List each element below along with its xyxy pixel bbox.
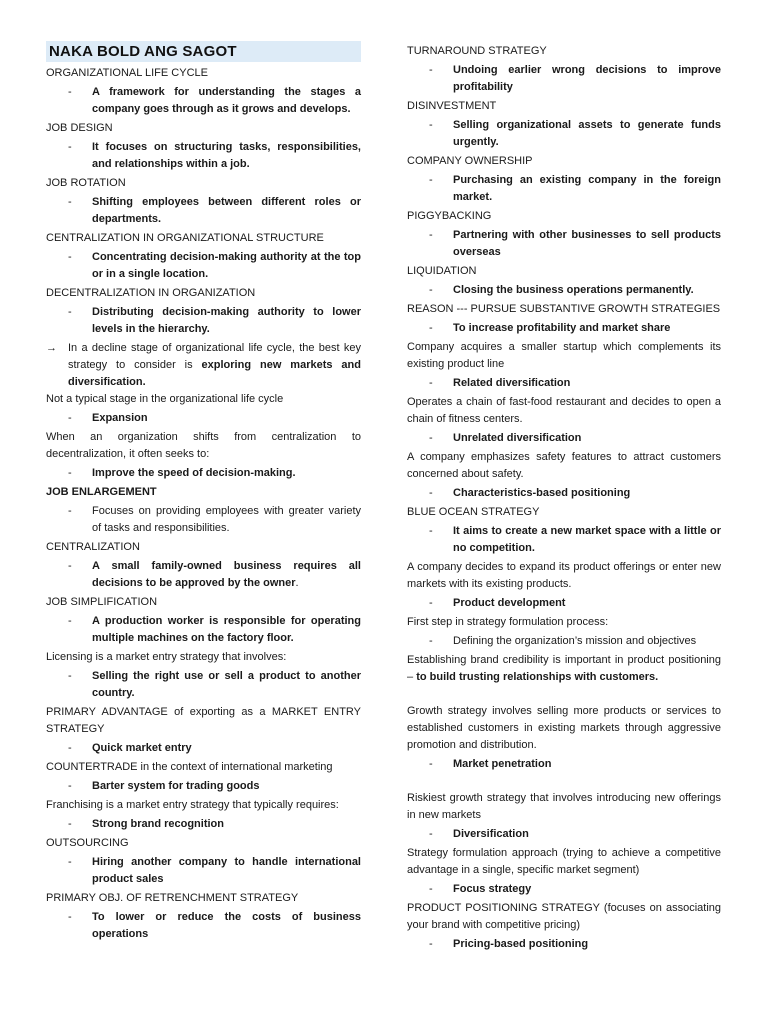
- answer-text: [92, 558, 361, 592]
- answer-text: Distributing decision-making authority to lower levels in the hierarchy.: [92, 306, 361, 335]
- answer-item: [407, 936, 721, 953]
- question: CENTRALIZATION IN ORGANIZATIONAL STRUCTURE: [46, 232, 324, 244]
- dash-bullet: -: [68, 196, 72, 208]
- answer-text: Focus strategy: [453, 883, 532, 895]
- answer-text: Shifting employees between different roles or departments.: [92, 196, 361, 225]
- answer-item: [407, 633, 721, 650]
- answer-text: Quick market entry: [92, 742, 192, 754]
- dash-bullet: -: [429, 432, 433, 444]
- dash-bullet: -: [68, 856, 72, 868]
- dash-bullet: -: [68, 306, 72, 318]
- answer-text: Purchasing an existing company in the foreign market.: [453, 174, 721, 203]
- answer-text: To lower or reduce the costs of business operations: [92, 911, 361, 940]
- answer-item: [407, 756, 721, 773]
- dash-bullet: -: [429, 377, 433, 389]
- dash-bullet: -: [429, 229, 433, 241]
- answer-item: [46, 503, 361, 537]
- question-text: Establishing brand credibility is important in product positioning –: [407, 654, 721, 683]
- question: REASON --- PURSUE SUBSTANTIVE GROWTH STRATEGIES: [407, 303, 721, 315]
- question: OUTSOURCING: [46, 837, 129, 849]
- dash-bullet: -: [429, 322, 433, 334]
- question: DECENTRALIZATION IN ORGANIZATION: [46, 287, 256, 299]
- dash-bullet: -: [429, 597, 433, 609]
- arrow-note-answer: exploring new markets and diversification.: [68, 359, 361, 388]
- arrow-note-text: [68, 340, 361, 391]
- question-with-answer: [407, 652, 721, 686]
- dash-bullet: -: [429, 635, 433, 647]
- answer-text: Improve the speed of decision-making.: [92, 467, 296, 479]
- answer-text: Diversification: [453, 828, 529, 840]
- answer-item: [46, 909, 361, 943]
- answer-item: [46, 816, 361, 833]
- answer-item: [407, 595, 721, 612]
- question: A company decides to expand its product offerings or enter new markets with its existing products.: [407, 561, 721, 590]
- arrow-note: [46, 340, 361, 391]
- answer-item: [407, 826, 721, 843]
- dash-bullet: -: [429, 174, 433, 186]
- answer-text: Partnering with other businesses to sell products overseas: [453, 229, 721, 258]
- answer-text: A production worker is responsible for operating multiple machines on the factory floor.: [92, 615, 361, 644]
- answer-item: [46, 139, 361, 173]
- question: PRIMARY ADVANTAGE of exporting as a MARKET ENTRY STRATEGY: [46, 706, 361, 735]
- dash-bullet: -: [429, 938, 433, 950]
- dash-bullet: -: [68, 780, 72, 792]
- answer-text: Closing the business operations permanently.: [453, 284, 694, 296]
- answer-item: [46, 84, 361, 118]
- answer-text: Related diversification: [453, 377, 571, 389]
- answer-item: [407, 172, 721, 206]
- answer-item: [46, 194, 361, 228]
- answer-text: Pricing-based positioning: [453, 938, 589, 950]
- answer-text: Undoing earlier wrong decisions to improve profitability: [453, 64, 721, 93]
- answer-text: Concentrating decision-making authority at the top or in a single location.: [92, 251, 361, 280]
- answer-text: Selling the right use or sell a product to another country.: [92, 670, 361, 699]
- question: Not a typical stage in the organizational life cycle: [46, 393, 284, 405]
- dash-bullet: -: [68, 505, 72, 517]
- question: ORGANIZATIONAL LIFE CYCLE: [46, 67, 208, 79]
- question: LIQUIDATION: [407, 265, 477, 277]
- dash-bullet: -: [429, 883, 433, 895]
- dash-bullet: -: [68, 86, 72, 98]
- answer-item: [46, 558, 361, 592]
- answer-text: It aims to create a new market space with a little or no competition.: [453, 525, 721, 554]
- left-column: [46, 41, 361, 945]
- dash-bullet: -: [68, 560, 72, 572]
- answer-text: Product development: [453, 597, 566, 609]
- dash-bullet: -: [68, 818, 72, 830]
- answer-text: A framework for understanding the stages a company goes through as it grows and develops.: [92, 86, 361, 115]
- question: TURNAROUND STRATEGY: [407, 45, 547, 57]
- answer-item: [46, 304, 361, 338]
- answer-item: [46, 613, 361, 647]
- question: JOB SIMPLIFICATION: [46, 596, 158, 608]
- dash-bullet: -: [68, 412, 72, 424]
- answer-text: Unrelated diversification: [453, 432, 582, 444]
- question: Company acquires a smaller startup which complements its existing product line: [407, 341, 721, 370]
- inline-answer: to build trusting relationships with customers.: [416, 671, 659, 683]
- question: Strategy formulation approach (trying to achieve a competitive advantage in a single, specific market segment): [407, 847, 721, 876]
- dash-bullet: -: [68, 251, 72, 263]
- answer-text: Barter system for trading goods: [92, 780, 260, 792]
- page-title: NAKA BOLD ANG SAGOT: [46, 41, 361, 62]
- answer-text: To increase profitability and market share: [453, 322, 671, 334]
- dash-bullet: -: [68, 911, 72, 923]
- question: JOB ROTATION: [46, 177, 126, 189]
- answer-text: Characteristics-based positioning: [453, 487, 631, 499]
- question: PRIMARY OBJ. OF RETRENCHMENT STRATEGY: [46, 892, 299, 904]
- answer-text: Selling organizational assets to generate funds urgently.: [453, 119, 721, 148]
- question: First step in strategy formulation process:: [407, 616, 609, 628]
- right-column: [407, 43, 721, 955]
- question: BLUE OCEAN STRATEGY: [407, 506, 540, 518]
- question: DISINVESTMENT: [407, 100, 497, 112]
- answer-item: [407, 881, 721, 898]
- answer-text: Strong brand recognition: [92, 818, 224, 830]
- answer-item: [46, 778, 361, 795]
- question: When an organization shifts from centralization to decentralization, it often seeks to:: [46, 431, 361, 460]
- dash-bullet: -: [429, 525, 433, 537]
- arrow-note-prefix: In a decline stage of organizational life cycle, the best key strategy to consider is: [68, 342, 361, 371]
- answer-text: Defining the organization’s mission and objectives: [453, 635, 697, 647]
- question: CENTRALIZATION: [46, 541, 140, 553]
- answer-item: [407, 320, 721, 337]
- answer-text: Market penetration: [453, 758, 552, 770]
- question: JOB ENLARGEMENT: [46, 486, 157, 498]
- answer-item: [46, 410, 361, 427]
- dash-bullet: -: [429, 284, 433, 296]
- answer-item: [407, 485, 721, 502]
- answer-text: Expansion: [92, 412, 148, 424]
- dash-bullet: -: [429, 64, 433, 76]
- answer-text: It focuses on structuring tasks, responsibilities, and relationships within a job.: [92, 141, 361, 170]
- dash-bullet: -: [429, 828, 433, 840]
- dash-bullet: -: [429, 119, 433, 131]
- dash-bullet: -: [68, 615, 72, 627]
- dash-bullet: -: [429, 758, 433, 770]
- question: Franchising is a market entry strategy that typically requires:: [46, 799, 339, 811]
- answer-item: [46, 668, 361, 702]
- dash-bullet: -: [68, 141, 72, 153]
- answer-item: [407, 282, 721, 299]
- question: Growth strategy involves selling more products or services to established customers in existing markets through aggressive promotion and distribution.: [407, 705, 721, 751]
- answer-main: A small family-owned business requires all decisions to be approved by the owner: [92, 560, 361, 589]
- answer-item: [407, 117, 721, 151]
- dash-bullet: -: [68, 742, 72, 754]
- question: Licensing is a market entry strategy that involves:: [46, 651, 287, 663]
- question: COMPANY OWNERSHIP: [407, 155, 533, 167]
- answer-item: [46, 740, 361, 757]
- question: COUNTERTRADE in the context of international marketing: [46, 761, 333, 773]
- answer-item: [407, 523, 721, 557]
- answer-item: [407, 375, 721, 392]
- question: A company emphasizes safety features to attract customers concerned about safety.: [407, 451, 721, 480]
- question: Operates a chain of fast-food restaurant and decides to open a chain of fitness centers.: [407, 396, 721, 425]
- answer-text: Focuses on providing employees with greater variety of tasks and responsibilities.: [92, 505, 361, 534]
- answer-item: [407, 62, 721, 96]
- question: JOB DESIGN: [46, 122, 113, 134]
- answer-item: [46, 854, 361, 888]
- answer-item: [407, 227, 721, 261]
- dash-bullet: -: [429, 487, 433, 499]
- question: Riskiest growth strategy that involves introducing new offerings in new markets: [407, 792, 721, 821]
- dash-bullet: -: [68, 467, 72, 479]
- answer-period: .: [295, 577, 299, 589]
- question: PIGGYBACKING: [407, 210, 492, 222]
- answer-item: [407, 430, 721, 447]
- dash-bullet: -: [68, 670, 72, 682]
- answer-item: [46, 249, 361, 283]
- answer-text: Hiring another company to handle international product sales: [92, 856, 361, 885]
- question: PRODUCT POSITIONING STRATEGY (focuses on associating your brand with competitive pricing): [407, 902, 721, 931]
- answer-item: [46, 465, 361, 482]
- arrow-icon: →: [46, 342, 57, 354]
